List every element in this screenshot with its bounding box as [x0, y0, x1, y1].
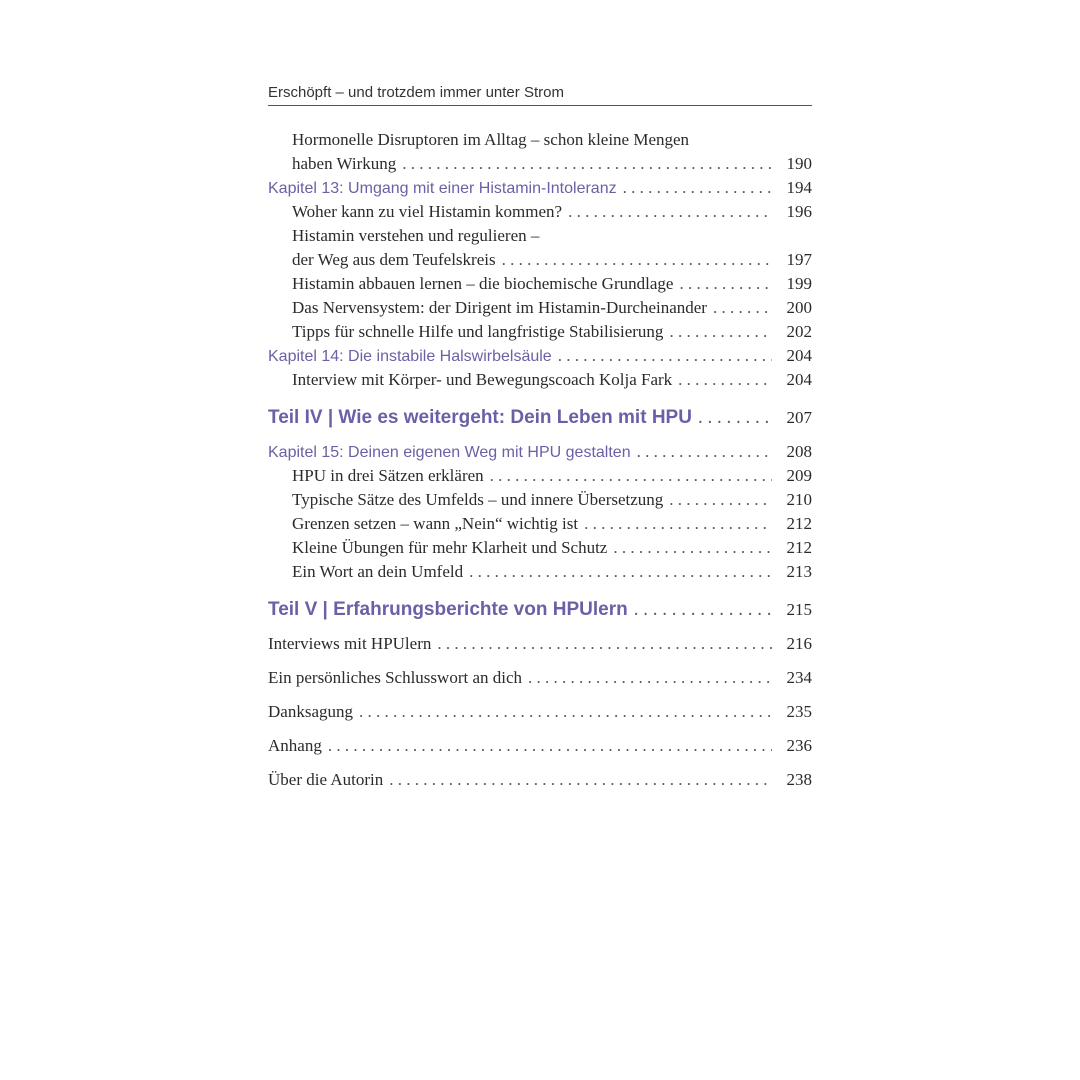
toc-part-title: Teil IV | Wie es weitergeht: Dein Leben mit HPU — [268, 407, 692, 428]
dot-leader — [679, 272, 772, 296]
dot-leader — [613, 536, 772, 560]
toc-page-number: 207 — [786, 408, 812, 427]
dot-leader — [698, 406, 772, 430]
toc-entry-title: Über die Autorin — [268, 770, 384, 789]
toc-entry-title: Interview mit Körper- und Bewegungscoach Kolja Fark — [292, 370, 673, 389]
toc-page-number: 200 — [786, 298, 812, 317]
toc-page-number: 216 — [786, 634, 812, 653]
toc-entry — [268, 536, 812, 560]
running-header: Erschöpft – und trotzdem immer unter Strom — [268, 84, 812, 106]
spacer — [268, 584, 812, 598]
dot-leader — [669, 488, 772, 512]
toc-entry-title: Ein persönliches Schlusswort an dich — [268, 668, 523, 687]
dot-leader — [490, 464, 772, 488]
toc-page-number: 236 — [786, 736, 812, 755]
dot-leader — [637, 440, 772, 464]
toc-page-number: 190 — [786, 154, 812, 173]
toc-entry-title: Kleine Übungen für mehr Klarheit und Schutz — [292, 538, 608, 557]
toc-entry-title: Typische Sätze des Umfelds – und innere Übersetzung — [292, 490, 664, 509]
toc-entry — [268, 734, 812, 758]
toc-entry-title: Das Nervensystem: der Dirigent im Histamin-Durcheinander — [292, 298, 707, 317]
toc-entry-title: der Weg aus dem Teufelskreis — [292, 250, 496, 269]
toc-page-number: 194 — [786, 178, 812, 197]
toc-page-number: 212 — [786, 514, 812, 533]
toc-entry-title: Grenzen setzen – wann „Nein“ wichtig ist — [292, 514, 579, 533]
dot-leader — [634, 598, 772, 622]
toc-page-number: 235 — [786, 702, 812, 721]
spacer — [268, 724, 812, 734]
dot-leader — [502, 248, 772, 272]
toc-page-number: 197 — [786, 250, 812, 269]
toc-entry-line: Hormonelle Disruptoren im Alltag – schon kleine Mengen — [292, 130, 690, 149]
dot-leader — [437, 632, 772, 656]
toc-part-title: Teil V | Erfahrungsberichte von HPUlern — [268, 599, 628, 620]
toc-page-number: 204 — [786, 346, 812, 365]
toc-part — [268, 406, 812, 430]
toc-page-number: 213 — [786, 562, 812, 581]
spacer — [268, 622, 812, 632]
toc-entry — [268, 768, 812, 792]
dot-leader — [389, 768, 772, 792]
dot-leader — [669, 320, 772, 344]
toc-entry — [268, 632, 812, 656]
dot-leader — [713, 296, 772, 320]
toc-entry-title: Histamin abbauen lernen – die biochemische Grundlage — [292, 274, 674, 293]
toc-chapter-title: Kapitel 15: Deinen eigenen Weg mit HPU gestalten — [268, 444, 631, 461]
toc-page-number: 238 — [786, 770, 812, 789]
dot-leader — [584, 512, 772, 536]
toc-entry — [268, 368, 812, 392]
toc-page-number: 234 — [786, 668, 812, 687]
toc-chapter — [268, 176, 812, 200]
toc-page-number: 199 — [786, 274, 812, 293]
toc-entry-title: haben Wirkung — [292, 154, 397, 173]
toc-entry — [268, 512, 812, 536]
toc-chapter-title: Kapitel 14: Die instabile Halswirbelsäule — [268, 348, 552, 365]
spacer — [268, 430, 812, 440]
dot-leader — [568, 200, 772, 224]
toc-entry — [268, 560, 812, 584]
toc-entry — [268, 464, 812, 488]
toc-entry-title: Tipps für schnelle Hilfe und langfristige Stabilisierung — [292, 322, 664, 341]
dot-leader — [558, 344, 772, 368]
toc-entry — [268, 152, 812, 176]
toc-page-number: 212 — [786, 538, 812, 557]
toc-entry — [268, 272, 812, 296]
toc-entry-title: Anhang — [268, 736, 322, 755]
toc-entry — [268, 700, 812, 724]
toc-page-number: 204 — [786, 370, 812, 389]
dot-leader — [359, 700, 772, 724]
toc-entry — [268, 488, 812, 512]
dot-leader — [328, 734, 772, 758]
dot-leader — [623, 176, 772, 200]
toc-entry — [268, 200, 812, 224]
toc-entry-title: Danksagung — [268, 702, 353, 721]
toc-entry-title: Ein Wort an dein Umfeld — [292, 562, 464, 581]
toc-entry-line: Histamin verstehen und regulieren – — [292, 226, 540, 245]
toc-page-number: 210 — [786, 490, 812, 509]
toc-entry — [268, 320, 812, 344]
table-of-contents — [268, 128, 812, 792]
toc-entry — [268, 666, 812, 690]
toc-entry-title: HPU in drei Sätzen erklären — [292, 466, 484, 485]
dot-leader — [678, 368, 772, 392]
spacer — [268, 690, 812, 700]
dot-leader — [469, 560, 772, 584]
toc-page-number: 202 — [786, 322, 812, 341]
dot-leader — [528, 666, 772, 690]
toc-page-number: 209 — [786, 466, 812, 485]
toc-part — [268, 598, 812, 622]
toc-entry-title: Interviews mit HPUlern — [268, 634, 432, 653]
spacer — [268, 656, 812, 666]
toc-chapter — [268, 344, 812, 368]
toc-entry — [268, 248, 812, 272]
dot-leader — [402, 152, 772, 176]
toc-page-number: 208 — [786, 442, 812, 461]
toc-page-number: 215 — [786, 600, 812, 619]
toc-page-number: 196 — [786, 202, 812, 221]
toc-chapter-title: Kapitel 13: Umgang mit einer Histamin-Intoleranz — [268, 180, 617, 197]
spacer — [268, 392, 812, 406]
toc-entry-title: Woher kann zu viel Histamin kommen? — [292, 202, 563, 221]
toc-chapter — [268, 440, 812, 464]
toc-entry — [268, 296, 812, 320]
spacer — [268, 758, 812, 768]
